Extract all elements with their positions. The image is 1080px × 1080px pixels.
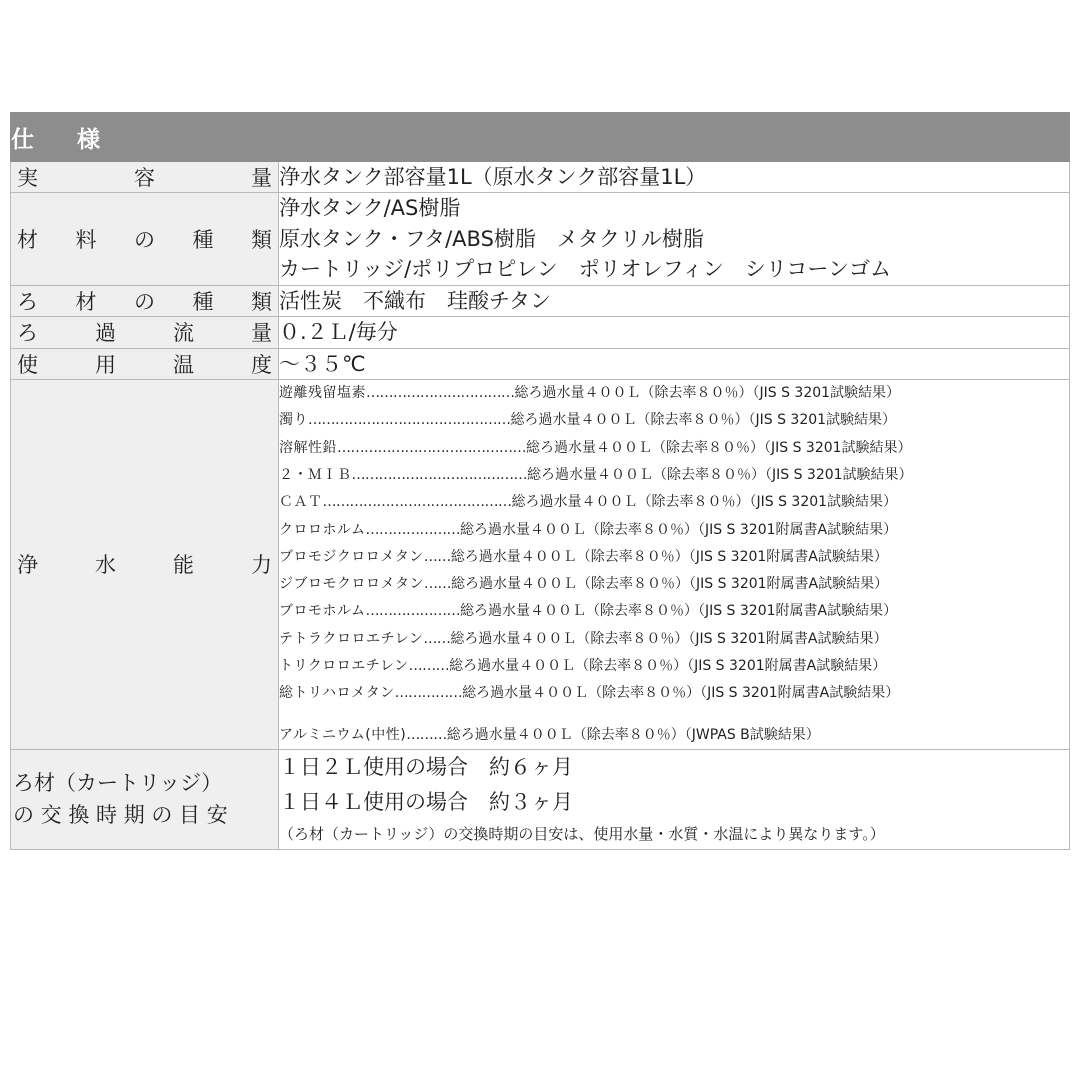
performance-entry-name: ブロモホルム (279, 603, 366, 620)
row-value-exchange (279, 749, 1070, 849)
performance-entry-name: クロロホルム (279, 521, 366, 538)
performance-entry-dots: ……… (408, 658, 450, 675)
row-value-filter-media-line-1: 活性炭 不織布 珪酸チタン (279, 288, 551, 313)
performance-entry-result: 総ろ過水量４００Ｌ（除去率８０％）（JIS S 3201附属書A試験結果） (449, 658, 887, 675)
performance-entry-name: テトラクロロエチレン (279, 630, 424, 647)
row-label-temperature-text: 使 用 温 度 (17, 352, 272, 377)
table-row-flow-rate (11, 317, 1070, 348)
row-label-performance (11, 380, 279, 750)
performance-entry (279, 489, 1069, 516)
performance-entry-name: トリクロロエチレン (279, 658, 409, 675)
performance-entry (279, 598, 1069, 625)
row-value-flow-rate-line-1: ０.２Ｌ/毎分 (279, 320, 398, 345)
performance-entry-name: 遊離残留塩素 (279, 385, 366, 402)
performance-entry-name: ＣＡＴ (279, 494, 323, 511)
performance-entry-name: 溶解性鉛 (279, 439, 337, 456)
performance-entry (279, 544, 1069, 571)
performance-entry-dots: …… (423, 548, 451, 565)
row-value-filter-media (279, 285, 1070, 316)
performance-entry-result: 総ろ過水量４００Ｌ（除去率８０％）（JWPAS B試験結果） (446, 726, 820, 743)
performance-entry (279, 462, 1069, 489)
exchange-note: （ろ材（カートリッジ）の交換時期の目安は、使用水量・水質・水温により異なります。） (279, 825, 885, 844)
spec-header-title: 仕 様 (11, 113, 1070, 162)
row-value-temperature-line-1: 〜３５℃ (279, 351, 366, 376)
performance-entry-result: 総ろ過水量４００Ｌ（除去率８０％）（JIS S 3201附属書A試験結果） (462, 685, 900, 702)
row-label-exchange-line-2: の 交 換 時 期 の 目 安 (13, 802, 228, 827)
table-row-materials (11, 193, 1070, 285)
performance-entry-name: 総トリハロメタン (279, 685, 395, 702)
performance-entry-result: 総ろ過水量４００Ｌ（除去率８０％）（JIS S 3201試験結果） (511, 494, 898, 511)
exchange-line-2: １日４Ｌ使用の場合 約３ヶ月 (279, 789, 573, 814)
performance-entry-dots: ………………… (365, 521, 460, 538)
row-label-flow-rate-text: ろ 過 流 量 (17, 321, 272, 346)
row-label-performance-text: 浄 水 能 力 (17, 553, 272, 578)
performance-entry-name: ２・ＭＩＢ (279, 466, 352, 483)
performance-entry-dots: …………………………………… (322, 494, 512, 511)
performance-entry-name: ブロモジクロロメタン (279, 548, 424, 565)
row-value-materials-line-1: 浄水タンク/AS樹脂 (279, 196, 461, 221)
row-label-filter-media-text: ろ 材 の 種 類 (17, 289, 272, 314)
performance-entry (279, 435, 1069, 462)
performance-entry-result: 総ろ過水量４００Ｌ（除去率８０％）（JIS S 3201試験結果） (514, 385, 901, 402)
performance-entry-name: ジブロモクロロメタン (279, 576, 424, 593)
performance-entry-dots: ……… (406, 726, 447, 743)
performance-spacer (279, 708, 1069, 722)
performance-entry-result: 総ろ過水量４００Ｌ（除去率８０％）（JIS S 3201試験結果） (510, 412, 897, 429)
performance-entry-dots: …… (423, 630, 451, 647)
row-label-exchange (11, 749, 279, 849)
table-row-exchange (11, 749, 1070, 849)
table-row-temperature (11, 348, 1070, 379)
row-label-capacity-text: 実 容 量 (17, 166, 272, 191)
row-label-temperature (11, 348, 279, 379)
table-row-filter-media (11, 285, 1070, 316)
performance-entry-dots: ………………… (365, 603, 460, 620)
performance-entry-result: 総ろ過水量４００Ｌ（除去率８０％）（JIS S 3201附属書A試験結果） (450, 630, 888, 647)
table-row-performance (11, 380, 1070, 750)
row-value-materials (279, 193, 1070, 285)
performance-entry-result: 総ろ過水量４００Ｌ（除去率８０％）（JIS S 3201附属書A試験結果） (459, 603, 898, 620)
row-label-filter-media (11, 285, 279, 316)
exchange-line-1: １日２Ｌ使用の場合 約６ヶ月 (279, 754, 573, 779)
performance-entry-dots: …………………………… (366, 385, 515, 402)
row-label-capacity (11, 162, 279, 193)
row-value-performance (279, 380, 1070, 750)
performance-entry-result: 総ろ過水量４００Ｌ（除去率８０％）（JIS S 3201試験結果） (526, 439, 912, 456)
performance-entry-dots: …… (424, 576, 451, 593)
row-value-flow-rate (279, 317, 1070, 348)
performance-entry (279, 407, 1069, 434)
performance-entry-result: 総ろ過水量４００Ｌ（除去率８０％）（JIS S 3201附属書A試験結果） (451, 576, 889, 593)
performance-entry-result: 総ろ過水量４００Ｌ（除去率８０％）（JIS S 3201附属書A試験結果） (450, 548, 888, 565)
performance-entry-name: 濁り (279, 412, 308, 429)
performance-entry (279, 571, 1069, 598)
table-row-capacity (11, 162, 1070, 193)
row-value-materials-line-3: カートリッジ/ポリプロピレン ポリオレフィン シリコーンゴム (279, 257, 891, 282)
row-label-exchange-line-1: ろ材（カートリッジ） (13, 771, 223, 796)
row-label-materials (11, 193, 279, 285)
performance-entry-result: 総ろ過水量４００Ｌ（除去率８０％）（JIS S 3201附属書A試験結果） (459, 521, 898, 538)
row-label-flow-rate (11, 317, 279, 348)
performance-entry (279, 380, 1069, 407)
performance-entry-result: 総ろ過水量４００Ｌ（除去率８０％）（JIS S 3201試験結果） (527, 466, 913, 483)
table-header-row (11, 113, 1070, 162)
performance-entry (279, 653, 1069, 680)
performance-entry-dots: ……………………………………… (308, 412, 511, 429)
performance-entry-name: アルミニウム(中性) (279, 726, 407, 743)
row-value-temperature (279, 348, 1070, 379)
performance-entry-dots: …………………………………… (337, 439, 526, 456)
performance-entry-dots: …………… (394, 685, 463, 702)
performance-entry (279, 517, 1069, 544)
row-value-capacity-line-1: 浄水タンク部容量1L（原水タンク部容量1L） (279, 165, 707, 189)
row-value-materials-line-2: 原水タンク・フタ/ABS樹脂 メタクリル樹脂 (279, 226, 704, 251)
performance-entry (279, 626, 1069, 653)
row-label-materials-text: 材 料 の 種 類 (17, 228, 272, 253)
performance-entry (279, 680, 1069, 707)
specification-table (10, 112, 1070, 850)
performance-entry (279, 722, 1069, 749)
row-value-capacity (279, 162, 1070, 193)
performance-entry-dots: ………………………………… (351, 466, 527, 483)
